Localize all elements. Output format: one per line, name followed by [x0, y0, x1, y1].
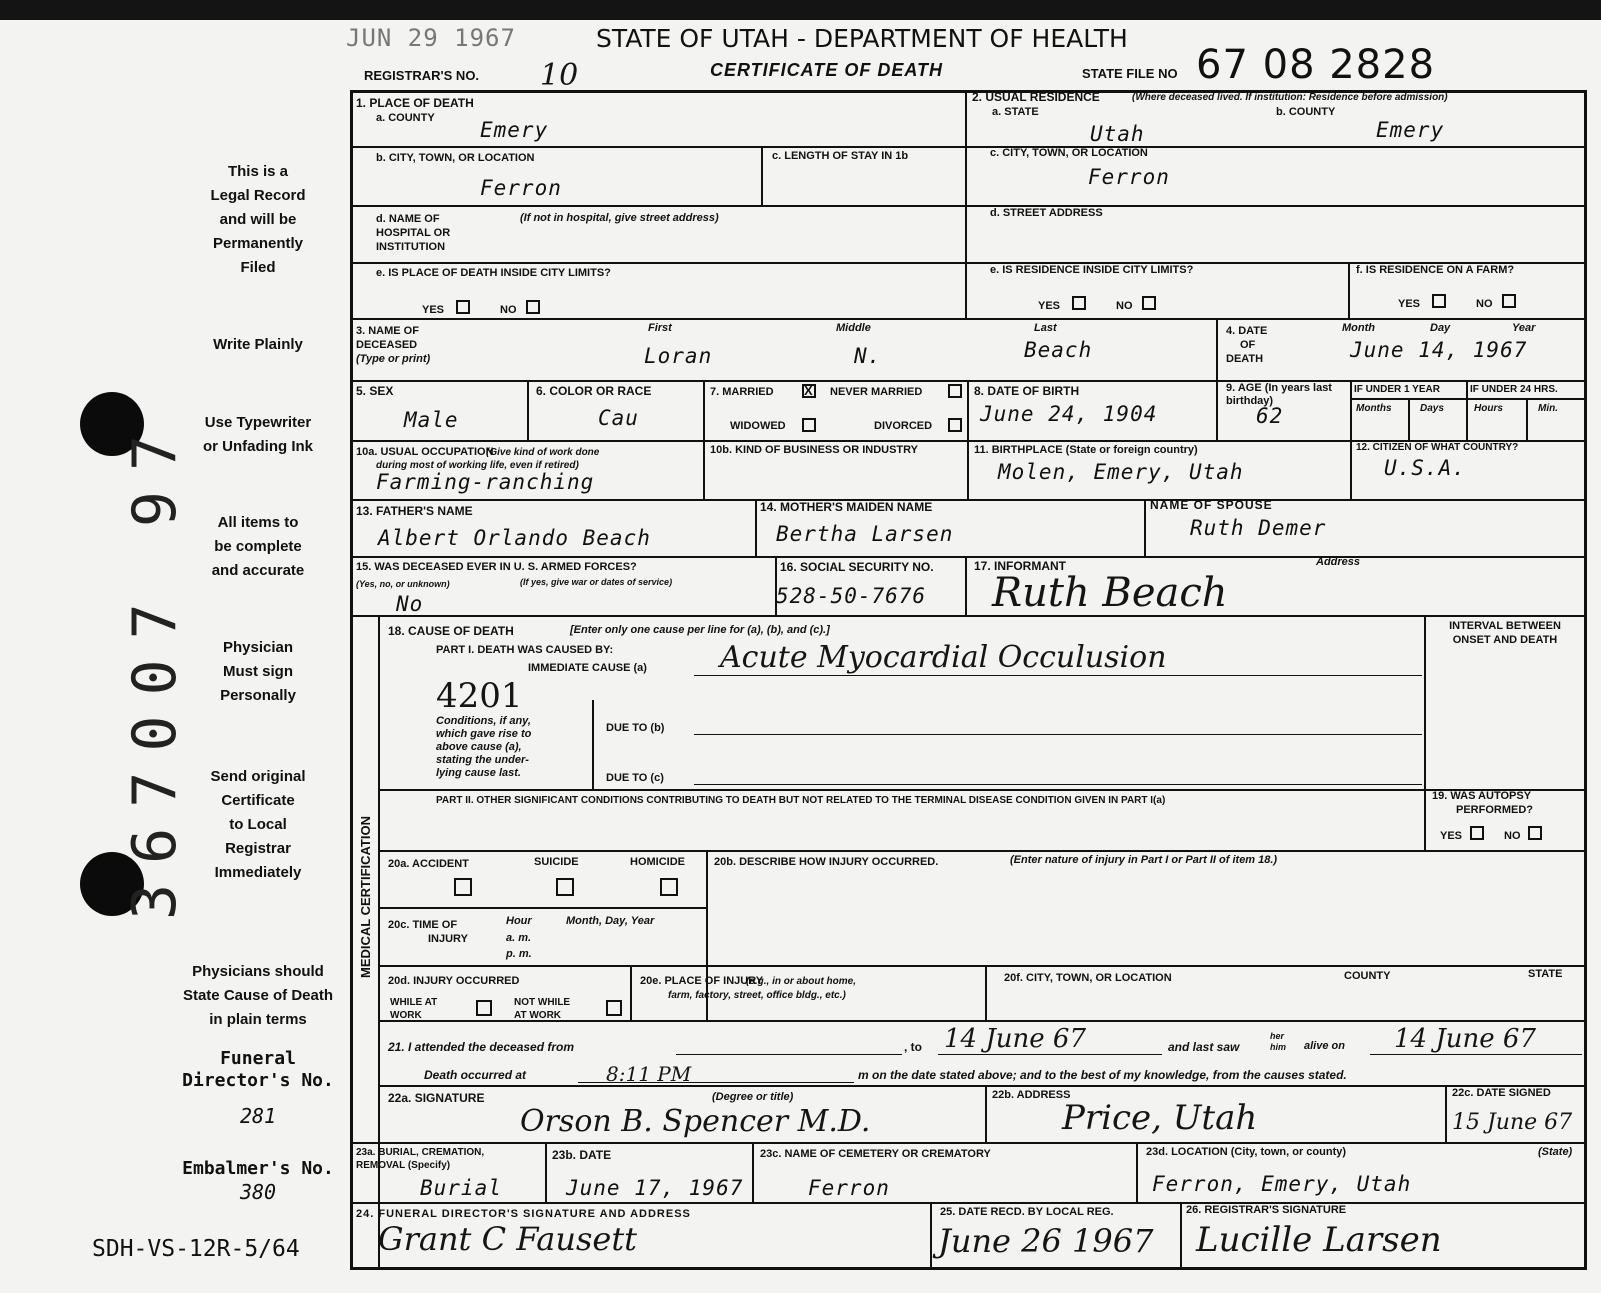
immediate-cause-label: IMMEDIATE CAUSE (a) — [528, 662, 647, 674]
complete-note: All items to be complete and accurate — [211, 514, 305, 579]
death-occurred-at-label: Death occurred at — [424, 1068, 527, 1082]
accident-label: 20a. ACCIDENT — [388, 858, 469, 870]
informant-address-label: Address — [1316, 556, 1361, 568]
signature-label: 22a. SIGNATURE — [388, 1091, 485, 1105]
homicide-checkbox[interactable] — [660, 878, 678, 896]
write-plainly-note: Write Plainly — [213, 336, 303, 353]
occupation-label: 10a. USUAL OCCUPATION — [356, 446, 494, 458]
widowed-label: WIDOWED — [730, 420, 786, 432]
burial-state-note: (State) — [1538, 1146, 1573, 1158]
citizen-label: 12. CITIZEN OF WHAT COUNTRY? — [1356, 442, 1519, 453]
father-name: Albert Orlando Beach — [378, 526, 651, 550]
father-name-label: 13. FATHER'S NAME — [356, 504, 473, 518]
occupation-note-1: (Give kind of work done — [486, 447, 600, 458]
month-day-year-label: Month, Day, Year — [566, 915, 655, 927]
middle-name-label: Middle — [836, 322, 871, 334]
medical-certification-label: MEDICAL CERTIFICATION — [358, 815, 373, 978]
inside-city-no-label: NO — [500, 304, 517, 316]
attended-to-label: , to — [904, 1040, 922, 1054]
street-address-label: d. STREET ADDRESS — [990, 207, 1103, 219]
cemetery-label: 23c. NAME OF CEMETERY OR CREMATORY — [760, 1148, 991, 1160]
hospital-note: (If not in hospital, give street address) — [520, 212, 719, 224]
disposition: Burial — [420, 1176, 502, 1200]
date-received: June 26 1967 — [938, 1222, 1154, 1260]
while-at-work-checkbox[interactable] — [476, 1000, 492, 1016]
her-label: her — [1270, 1031, 1285, 1041]
typewriter-note: Use Typewriter or Unfading Ink — [203, 414, 313, 455]
death-city: Ferron — [480, 176, 562, 200]
him-label: him — [1270, 1042, 1287, 1052]
inside-city-yes-checkbox[interactable] — [456, 300, 470, 314]
armed-forces-label: 15. WAS DECEASED EVER IN U. S. ARMED FORCES? — [356, 561, 637, 573]
registrar-signature-label: 26. REGISTRAR'S SIGNATURE — [1186, 1204, 1347, 1216]
cause-of-death-note: [Enter only one cause per line for (a), (b), and (c).] — [570, 624, 830, 636]
hours-label: Hours — [1474, 403, 1503, 414]
last-name: Beach — [1024, 338, 1093, 362]
registrar-no-value: 10 — [540, 58, 579, 93]
length-of-stay-label: c. LENGTH OF STAY IN 1b — [772, 150, 909, 162]
pm-label: p. m. — [506, 948, 532, 960]
usual-residence-note: (Where deceased lived. If institution: Residence before admission) — [1132, 92, 1448, 103]
registrar-signature: Lucille Larsen — [1196, 1220, 1442, 1260]
am-label: a. m. — [506, 932, 532, 944]
accident-checkbox[interactable] — [454, 878, 472, 896]
place-of-injury-note-2: farm, factory, street, office bldg., etc.) — [668, 990, 846, 1001]
occupation-note-2: during most of working life, even if retired) — [376, 460, 579, 471]
farm-no-checkbox[interactable] — [1502, 294, 1516, 308]
funeral-director-signature-label: 24. FUNERAL DIRECTOR'S SIGNATURE AND ADDRESS — [356, 1208, 691, 1220]
residence-city-label: c. CITY, TOWN, OR LOCATION — [990, 147, 1148, 159]
interval-label: INTERVAL BETWEEN ONSET AND DEATH — [1449, 620, 1561, 646]
birth-date-label: 8. DATE OF BIRTH — [974, 384, 1080, 398]
day-label: Day — [1430, 322, 1451, 334]
autopsy-yes-label: YES — [1440, 830, 1463, 842]
occupation: Farming-ranching — [376, 470, 595, 494]
suicide-checkbox[interactable] — [556, 878, 574, 896]
funeral-director-no: 281 — [239, 1104, 277, 1128]
registrar-no-label: REGISTRAR'S NO. — [364, 68, 480, 83]
citizen: U.S.A. — [1384, 456, 1466, 480]
never-married-label: NEVER MARRIED — [830, 386, 923, 398]
alive-on-label: alive on — [1304, 1040, 1345, 1052]
date-signed-label: 22c. DATE SIGNED — [1452, 1087, 1551, 1099]
ssn-label: 16. SOCIAL SECURITY NO. — [780, 560, 934, 574]
vertical-serial-stamp: 367007 97 — [120, 414, 190, 920]
state-file-label: STATE FILE NO — [1082, 66, 1178, 81]
physician-note: Physician Must sign Personally — [220, 639, 296, 704]
year-label: Year — [1512, 322, 1536, 334]
place-of-injury-note-1: (e.g., in or about home, — [746, 976, 856, 987]
certificate-title: CERTIFICATE OF DEATH — [710, 60, 943, 80]
physician-address-label: 22b. ADDRESS — [992, 1089, 1071, 1101]
last-saw-date: 14 June 67 — [1394, 1024, 1536, 1054]
physician-signature: Orson B. Spencer M.D. — [520, 1104, 871, 1139]
race-label: 6. COLOR OR RACE — [536, 384, 652, 398]
injury-how-label: 20b. DESCRIBE HOW INJURY OCCURRED. — [714, 856, 939, 868]
inside-city-label: e. IS PLACE OF DEATH INSIDE CITY LIMITS? — [376, 267, 611, 279]
autopsy-label: 19. WAS AUTOPSY PERFORMED? — [1432, 790, 1533, 816]
autopsy-no-label: NO — [1504, 830, 1521, 842]
ssn: 528-50-7676 — [776, 584, 927, 608]
burial-date-label: 23b. DATE — [552, 1148, 612, 1162]
farm-label: f. IS RESIDENCE ON A FARM? — [1356, 264, 1515, 276]
cemetery: Ferron — [808, 1176, 890, 1200]
cause-note: Physicians should State Cause of Death in plain terms — [182, 963, 334, 1028]
scan-edge — [0, 0, 1601, 20]
race: Cau — [598, 406, 639, 430]
farm-yes-label: YES — [1398, 298, 1421, 310]
embalmer-label: Embalmer's No. — [182, 1158, 334, 1179]
last-name-label: Last — [1034, 322, 1057, 334]
last-saw-label: and last saw — [1168, 1040, 1240, 1054]
married-label: 7. MARRIED — [710, 386, 774, 398]
farm-yes-checkbox[interactable] — [1432, 294, 1446, 308]
received-stamp: JUN 29 1967 — [346, 24, 516, 52]
first-name-label: First — [648, 322, 672, 334]
not-while-at-work-label: NOT WHILE AT WORK — [514, 997, 571, 1021]
suicide-label: SUICIDE — [534, 856, 579, 868]
date-of-death: June 14, 1967 — [1350, 338, 1528, 362]
middle-name: N. — [854, 344, 882, 368]
immediate-cause: Acute Myocardial Occulusion — [720, 640, 1167, 675]
usual-residence-label: 2. USUAL RESIDENCE — [972, 90, 1100, 104]
residence-county: Emery — [1376, 118, 1445, 142]
month-label: Month — [1342, 322, 1375, 334]
part-1-label: PART I. DEATH WAS CAUSED BY: — [436, 644, 614, 656]
death-occurred-tail: m on the date stated above; and to the best of my knowledge, from the causes stated. — [858, 1068, 1347, 1082]
burial-date: June 17, 1967 — [566, 1176, 744, 1200]
county-label: a. COUNTY — [376, 112, 435, 124]
birthplace-label: 11. BIRTHPLACE (State or foreign country) — [974, 444, 1198, 456]
due-to-c-label: DUE TO (c) — [606, 772, 664, 784]
physician-address: Price, Utah — [1062, 1098, 1258, 1138]
due-to-b-label: DUE TO (b) — [606, 722, 665, 734]
days-label: Days — [1420, 403, 1444, 414]
residence-inside-yes-checkbox[interactable] — [1072, 296, 1086, 310]
state-file-number: 67 08 2828 — [1196, 42, 1436, 88]
armed-forces-note-1: (Yes, no, or unknown) — [356, 579, 450, 589]
residence-county-label: b. COUNTY — [1276, 106, 1336, 118]
injury-county-label: COUNTY — [1344, 970, 1391, 982]
informant-signature: Ruth Beach — [992, 570, 1228, 616]
disposition-label: 23a. BURIAL, CREMATION, REMOVAL (Specify) — [356, 1147, 485, 1171]
birthplace: Molen, Emery, Utah — [998, 460, 1244, 484]
never-married-checkbox[interactable] — [948, 384, 962, 398]
city-label: b. CITY, TOWN, OR LOCATION — [376, 152, 535, 164]
inside-city-no-checkbox[interactable] — [526, 300, 540, 314]
inside-city-yes-label: YES — [422, 304, 445, 316]
send-original-note: Send original Certificate to Local Registrar Immediately — [210, 768, 306, 881]
form-title: STATE OF UTAH - DEPARTMENT OF HEALTH — [596, 24, 1128, 53]
residence-inside-no-label: NO — [1116, 300, 1133, 312]
residence-state: Utah — [1090, 122, 1145, 146]
married-check-mark: X — [804, 383, 813, 398]
date-signed: 15 June 67 — [1452, 1110, 1573, 1135]
funeral-director-label: Funeral Director's No. — [182, 1048, 334, 1091]
mother-name-label: 14. MOTHER'S MAIDEN NAME — [760, 500, 933, 514]
burial-location-label: 23d. LOCATION (City, town, or county) — [1146, 1146, 1347, 1158]
hospital-label: d. NAME OF HOSPITAL OR INSTITUTION — [376, 213, 451, 253]
injury-occurred-label: 20d. INJURY OCCURRED — [388, 975, 520, 987]
divorced-checkbox[interactable] — [948, 418, 962, 432]
time-of-injury-label: 20c. TIME OF INJURY — [388, 919, 468, 945]
funeral-director-signature: Grant C Fausett — [378, 1220, 638, 1258]
spouse-name: Ruth Demer — [1190, 516, 1327, 540]
residence-state-label: a. STATE — [992, 106, 1039, 118]
date-received-label: 25. DATE RECD. BY LOCAL REG. — [940, 1206, 1114, 1218]
spouse-name-label: NAME OF SPOUSE — [1150, 498, 1273, 512]
informant-label: 17. INFORMANT — [974, 559, 1067, 573]
minutes-label: Min. — [1538, 403, 1558, 414]
age: 62 — [1256, 404, 1284, 428]
deceased-name-label: 3. NAME OF DECEASED (Type or print) — [356, 325, 431, 365]
residence-inside-city-label: e. IS RESIDENCE INSIDE CITY LIMITS? — [990, 264, 1194, 276]
burial-location: Ferron, Emery, Utah — [1152, 1172, 1412, 1196]
age-label: 9. AGE (In years last birthday) — [1226, 382, 1332, 407]
first-name: Loran — [644, 344, 713, 368]
place-of-death-label: 1. PLACE OF DEATH — [356, 96, 474, 110]
armed-forces: No — [396, 592, 424, 616]
homicide-label: HOMICIDE — [630, 856, 685, 868]
residence-inside-no-checkbox[interactable] — [1142, 296, 1156, 310]
place-of-injury-label: 20e. PLACE OF INJURY — [640, 975, 764, 987]
injury-how-note: (Enter nature of injury in Part I or Part II of item 18.) — [1010, 854, 1278, 866]
hour-label: Hour — [506, 915, 532, 927]
sex: Male — [404, 408, 459, 432]
injury-city-label: 20f. CITY, TOWN, OR LOCATION — [1004, 972, 1172, 984]
autopsy-no-checkbox[interactable] — [1528, 826, 1542, 840]
attended-label: 21. I attended the deceased from — [388, 1040, 575, 1054]
armed-forces-note-2: (If yes, give war or dates of service) — [520, 577, 673, 587]
widowed-checkbox[interactable] — [802, 418, 816, 432]
autopsy-yes-checkbox[interactable] — [1470, 826, 1484, 840]
not-while-at-work-checkbox[interactable] — [606, 1000, 622, 1016]
date-of-death-label: 4. DATE OF DEATH — [1226, 325, 1268, 365]
farm-no-label: NO — [1476, 298, 1493, 310]
death-occurred-at: 8:11 PM — [606, 1062, 692, 1086]
months-label: Months — [1356, 403, 1392, 414]
birth-date: June 24, 1904 — [980, 402, 1158, 426]
while-at-work-label: WHILE AT WORK — [390, 997, 438, 1021]
mother-name: Bertha Larsen — [776, 522, 954, 546]
cause-of-death-label: 18. CAUSE OF DEATH — [388, 624, 514, 638]
residence-city: Ferron — [1088, 165, 1170, 189]
under-1-year-label: IF UNDER 1 YEAR — [1354, 384, 1440, 395]
sex-label: 5. SEX — [356, 384, 394, 398]
cause-code: 4201 — [436, 676, 523, 716]
part-2-label: PART II. OTHER SIGNIFICANT CONDITIONS CONTRIBUTING TO DEATH BUT NOT RELATED TO THE TERMINAL DISEASE CONDITION GIVEN IN PART I(a) — [436, 795, 1166, 806]
degree-label: (Degree or title) — [712, 1091, 794, 1103]
form-number: SDH-VS-12R-5/64 — [92, 1236, 300, 1262]
under-24-hrs-label: IF UNDER 24 HRS. — [1470, 384, 1558, 395]
embalmer-no: 380 — [239, 1180, 277, 1204]
divorced-label: DIVORCED — [874, 420, 933, 432]
residence-inside-yes-label: YES — [1038, 300, 1061, 312]
injury-state-label: STATE — [1528, 968, 1563, 980]
business-label: 10b. KIND OF BUSINESS OR INDUSTRY — [710, 444, 919, 456]
legal-record-note: This is a Legal Record and will be Permanently Filed — [210, 163, 306, 276]
conditions-note: Conditions, if any, which gave rise to above cause (a), stating the under- lying cause last. — [436, 715, 532, 779]
attended-to-date: 14 June 67 — [944, 1024, 1086, 1054]
death-county: Emery — [480, 118, 549, 142]
